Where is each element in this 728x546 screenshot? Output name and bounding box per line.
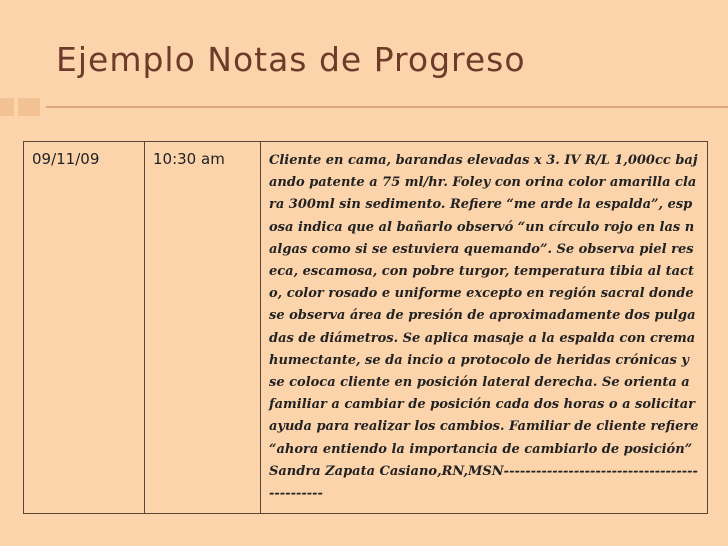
note-time: 10:30 am bbox=[145, 142, 261, 514]
progress-notes-table bbox=[23, 141, 708, 514]
note-text: Cliente en cama, barandas elevadas x 3. IV R/L 1,000cc bajando patente a 75 ml/hr. Foley con orina color amarilla clara 300ml sin sedimento. Refiere “me arde la espalda”, esposa indica que al bañarlo observó “un círculo rojo en las nalgas como si se estuviera quemando”. Se observa piel reseca, escamosa, con pobre turgor, temperatura tibia al tacto, color rosado e uniforme excepto en región sacral donde se observa área de presión de aproximadamente dos pulgadas de diámetros. Se aplica masaje a la espalda con crema humectante, se da incio a protocolo de heridas crónicas y se coloca cliente en posición lateral derecha. Se orienta a familiar a cambiar de posición cada dos horas o a solicitar ayuda para realizar los cambios. Familiar de cliente refiere “ahora entiendo la importancia de cambiarlo de posición” Sandra Zapata Casiano,RN,MSN---------------------------------------------- bbox=[261, 142, 708, 514]
decorative-square bbox=[0, 98, 14, 116]
table-row bbox=[24, 142, 708, 514]
decorative-square bbox=[18, 98, 40, 116]
title-divider bbox=[46, 106, 728, 108]
slide-title: Ejemplo Notas de Progreso bbox=[56, 40, 526, 79]
note-date: 09/11/09 bbox=[24, 142, 145, 514]
